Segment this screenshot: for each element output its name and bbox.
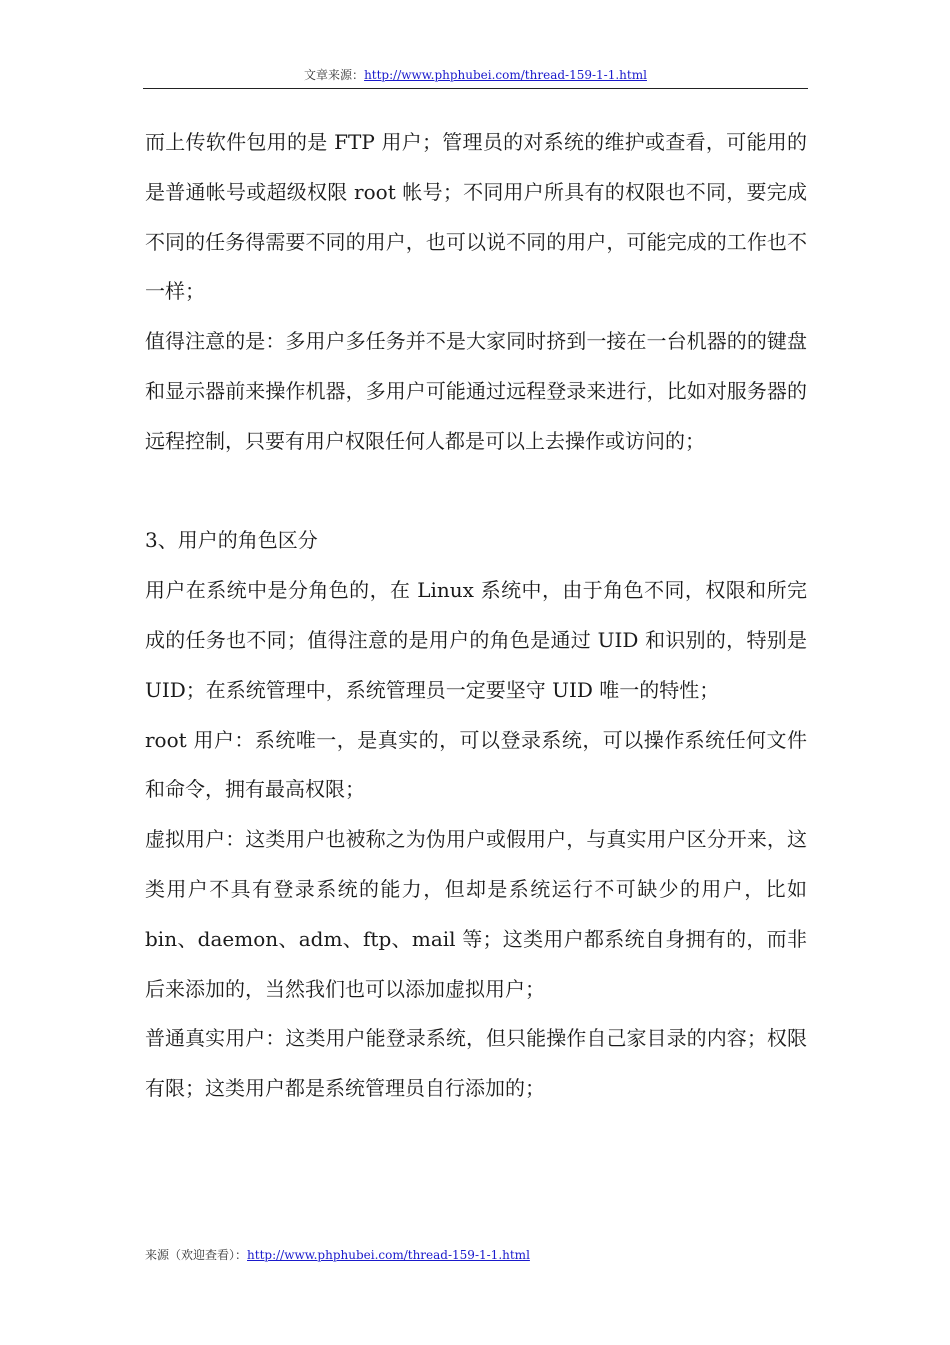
page-footer	[145, 1246, 530, 1263]
blank-line	[145, 467, 807, 517]
paragraph-ftp-users: 而上传软件包用的是 FTP 用户；管理员的对系统的维护或查看，可能用的是普通帐号或超级权限 root 帐号；不同用户所具有的权限也不同，要完成不同的任务得需要不同的用户，也可以说不同的用户，可能完成的工作也不一样；	[145, 130, 807, 304]
header-divider	[143, 88, 808, 89]
paragraph-virtual-user: 虚拟用户：这类用户也被称之为伪用户或假用户，与真实用户区分开来，这类用户不具有登录系统的能力，但却是系统运行不可缺少的用户，比如 bin、daemon、adm、ftp、mail 等；这类用户都系统自身拥有的，而非后来添加的，当然我们也可以添加虚拟用户；	[145, 827, 807, 1001]
footer-source-label: 来源（欢迎查看）：	[145, 1248, 248, 1262]
header-source-link[interactable]: http://www.phphubei.com/thread-159-1-1.html	[364, 68, 647, 82]
paragraph-regular-user: 普通真实用户：这类用户能登录系统，但只能操作自己家目录的内容；权限有限；这类用户都是系统管理员自行添加的；	[145, 1026, 807, 1101]
page-header	[143, 66, 808, 88]
paragraph-user-roles: 用户在系统中是分角色的，在 Linux 系统中，由于角色不同，权限和所完成的任务也不同；值得注意的是用户的角色是通过 UID 和识别的，特别是 UID；在系统管理中，系统管理员一定要坚守 UID 唯一的特性；	[145, 578, 807, 702]
paragraph-root-user: root 用户：系统唯一，是真实的，可以登录系统，可以操作系统任何文件和命令，拥有最高权限；	[145, 727, 807, 802]
section-title: 3、用户的角色区分	[145, 528, 318, 553]
document-body	[145, 118, 807, 1114]
paragraph-multi-user-note: 值得注意的是：多用户多任务并不是大家同时挤到一接在一台机器的的键盘和显示器前来操作机器，多用户可能通过远程登录来进行，比如对服务器的远程控制，只要有用户权限任何人都是可以上去操作或访问的；	[145, 329, 807, 453]
footer-source-link[interactable]: http://www.phphubei.com/thread-159-1-1.html	[247, 1248, 530, 1262]
header-source-label: 文章来源：	[304, 68, 365, 82]
